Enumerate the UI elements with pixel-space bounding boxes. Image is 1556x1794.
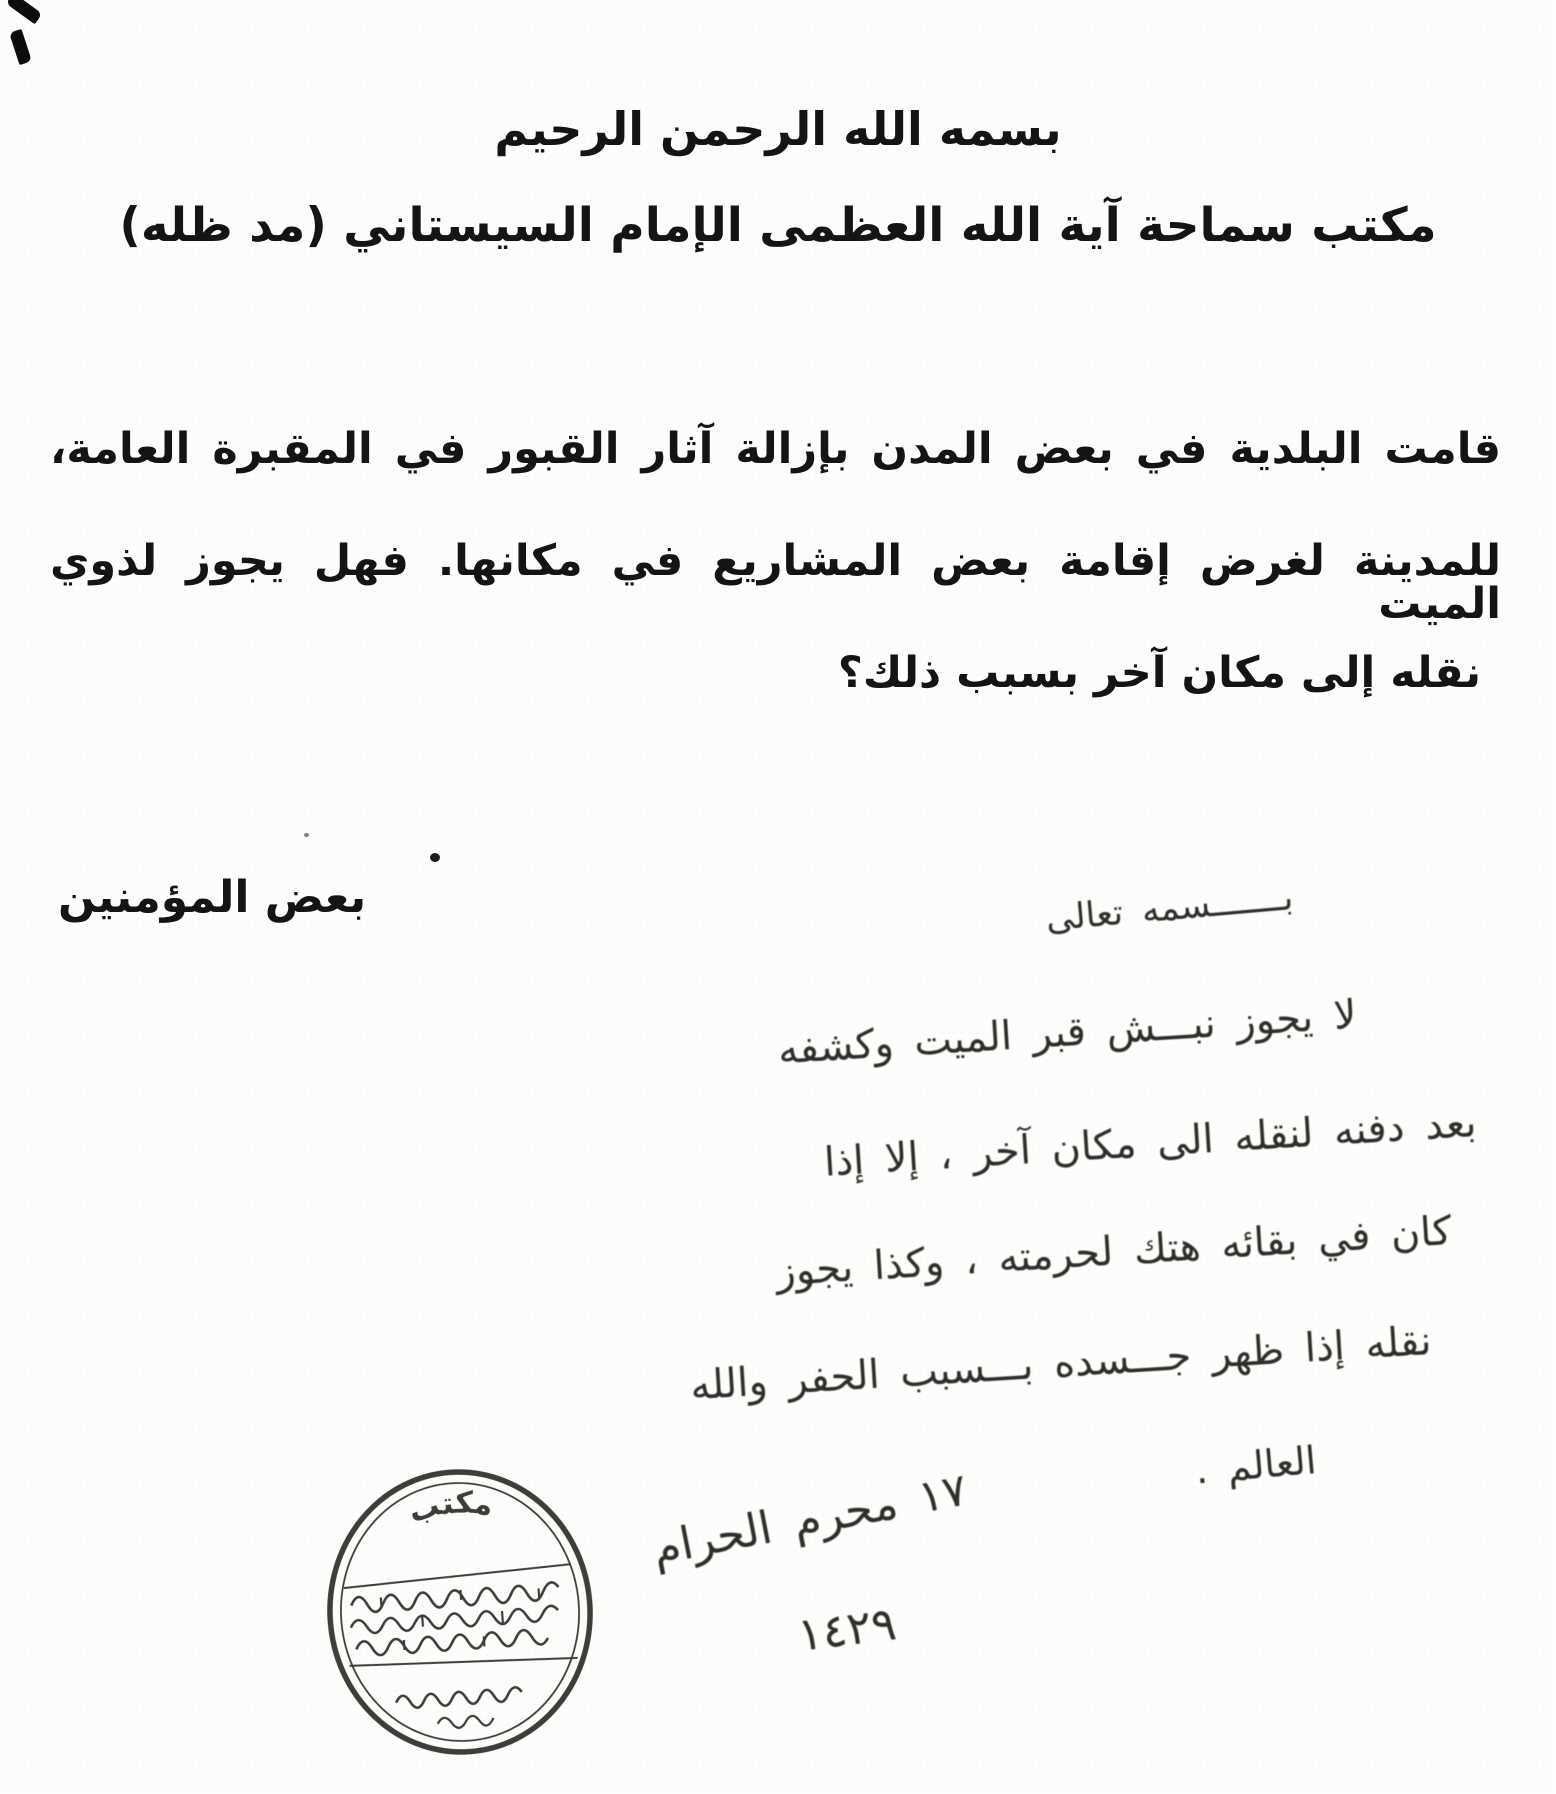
stamp-calligraphy (356, 1628, 549, 1657)
date-year: ١٤٢٩ (794, 1596, 900, 1662)
answer-line-5: العالم . (1193, 1438, 1318, 1493)
scan-corner-artifact (6, 0, 43, 24)
office-stamp (302, 1450, 618, 1774)
answer-line-1: لا يجوز نبـــش قبر الميت وكشفه (776, 992, 1358, 1074)
ink-speck (430, 853, 440, 862)
stamp-calligraphy (351, 1582, 560, 1614)
answer-line-3: كان في بقائه هتك لحرمته ، وكذا يجوز (774, 1208, 1453, 1296)
stamp-top-text: مكتب (404, 1485, 496, 1531)
date-day-month: ١٧ محرم الحرام (647, 1462, 972, 1576)
office-title: مكتب سماحة آية الله العظمى الإمام السيستاني (مد ظله) (119, 198, 1437, 253)
answer-line-2: بعد دفنه لنقله الى مكان آخر ، إلا إذا (822, 1100, 1478, 1186)
scan-corner-artifact (9, 29, 32, 65)
stamp-calligraphy (437, 1714, 494, 1729)
answer-basmala: بـــــــسمه تعالى (1044, 878, 1295, 940)
answer-line-4: نقله إذا ظهر جـــسده بـــسبب الحفر والله (688, 1318, 1433, 1410)
questioner-signature: بعض المؤمنين (58, 872, 367, 923)
stamp-band-line (343, 1564, 571, 1588)
ink-speck (304, 833, 309, 837)
question-line-3: نقله إلى مكان آخر بسبب ذلك؟ (837, 648, 1481, 698)
basmala-heading: بسمه الله الرحمن الرحيم (494, 102, 1062, 156)
question-line-1: قامت البلدية في بعض المدن بإزالة آثار القبور في المقبرة العامة، (50, 424, 1501, 474)
stamp-calligraphy (396, 1687, 523, 1709)
question-line-2: للمدينة لغرض إقامة بعض المشاريع في مكانها. فهل يجوز لذوي الميت (50, 536, 1501, 629)
